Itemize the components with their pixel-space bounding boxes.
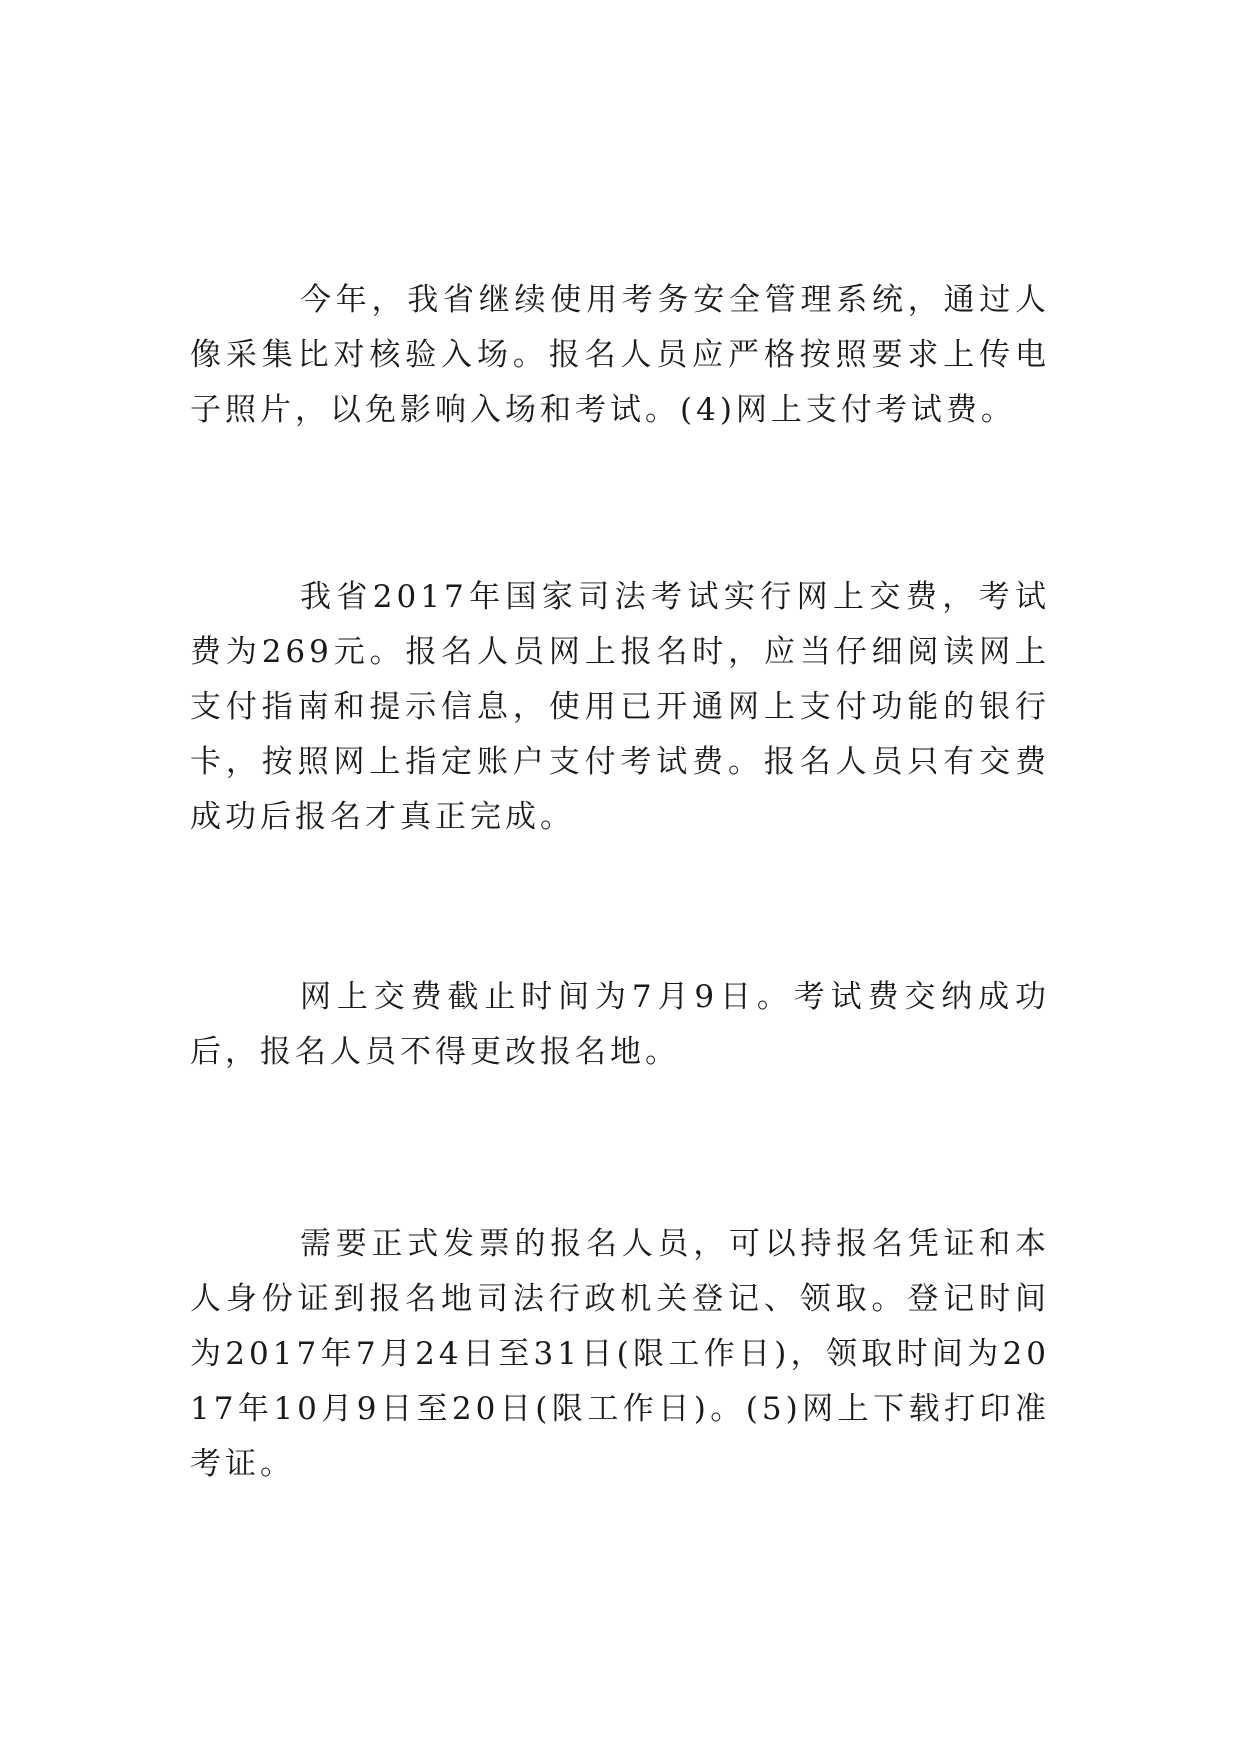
paragraph-photo-verification: 今年，我省继续使用考务安全管理系统，通过人像采集比对核验入场。报名人员应严格按照要求上传电子照片，以免影响入场和考试。(4)网上支付考试费。 [190, 282, 1050, 428]
paragraph-invoice: 需要正式发票的报名人员，可以持报名凭证和本人身份证到报名地司法行政机关登记、领取。登记时间为2017年7月24日至31日(限工作日)，领取时间为2017年10月9日至20日(限工作日)。(5)网上下载打印准考证。 [190, 1226, 1050, 1482]
paragraph-payment-deadline: 网上交费截止时间为7月9日。考试费交纳成功后，报名人员不得更改报名地。 [190, 979, 1050, 1070]
paragraph-online-payment: 我省2017年国家司法考试实行网上交费，考试费为269元。报名人员网上报名时，应当仔细阅读网上支付指南和提示信息，使用已开通网上支付功能的银行卡，按照网上指定账户支付考试费。报名人员只有交费成功后报名才真正完成。 [190, 579, 1050, 835]
